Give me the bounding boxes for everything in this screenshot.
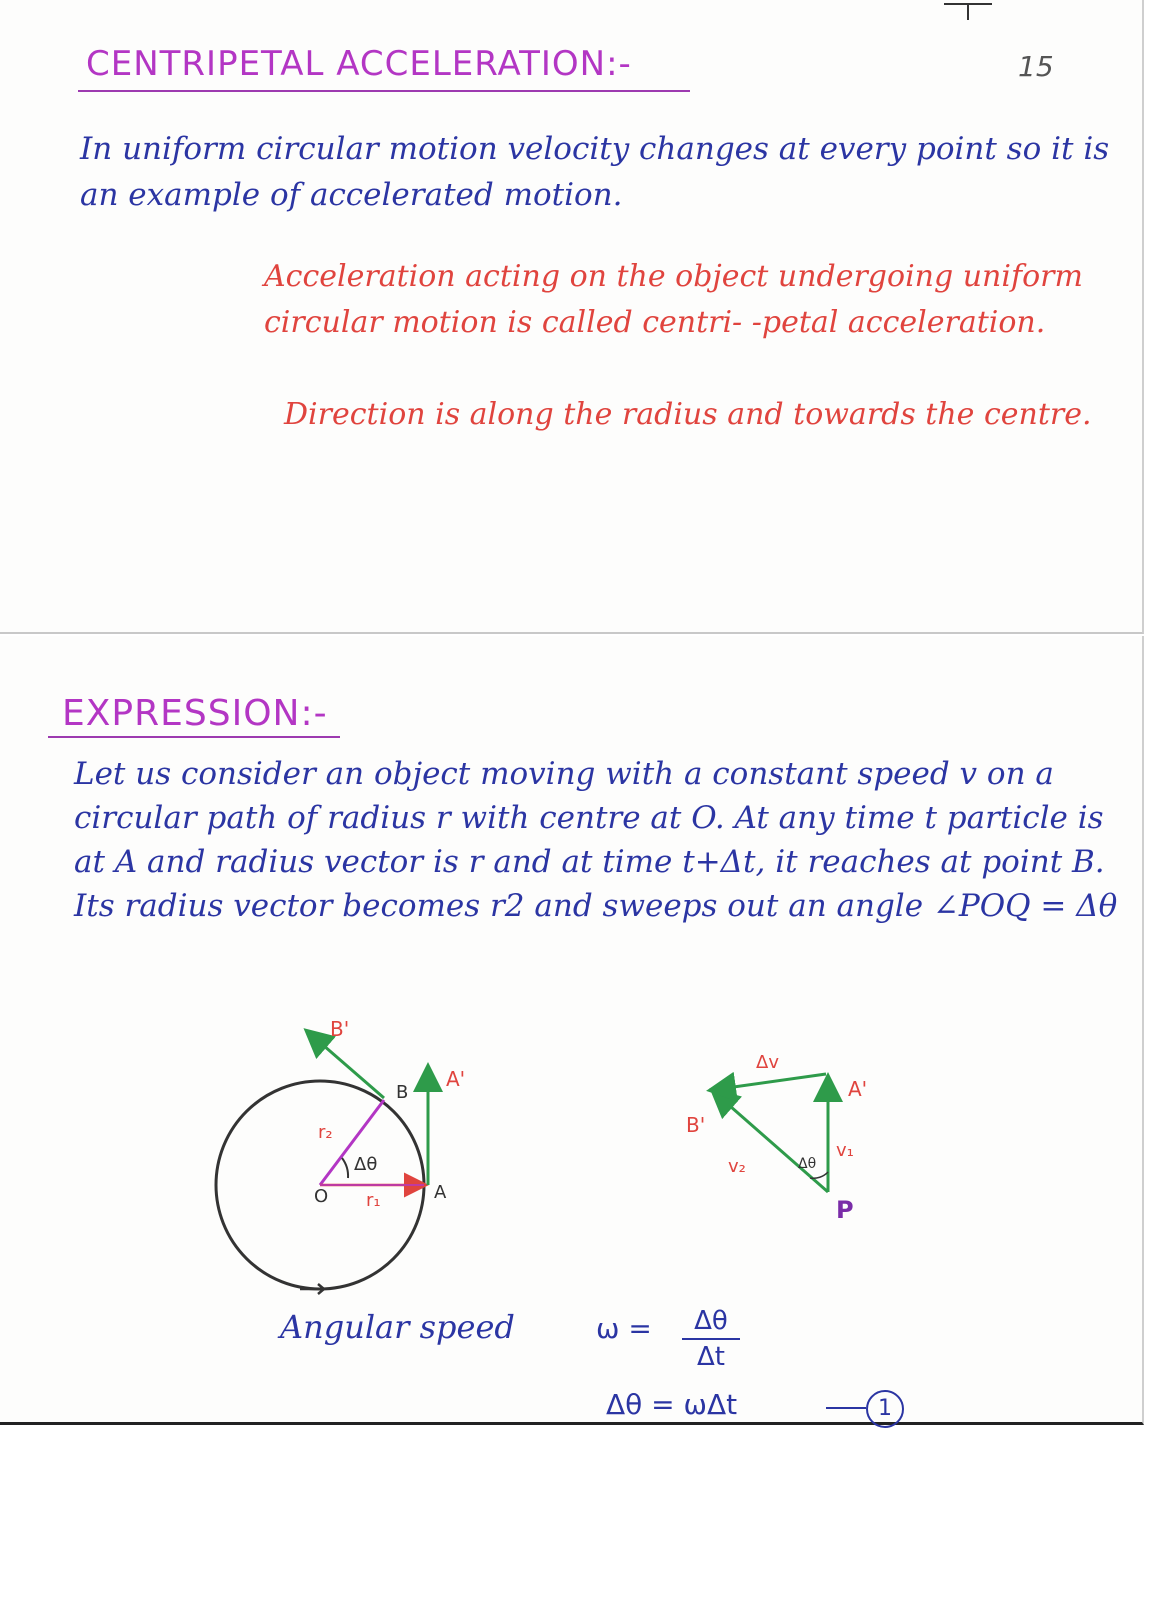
equation-number-leader [826,1407,866,1409]
vector-v2 [714,1092,828,1192]
label-v1: v₁ [836,1140,854,1161]
corner-mark [944,0,992,20]
heading-underline [48,736,340,738]
label-delta-theta: Δθ [354,1154,378,1175]
label-r1: r₁ [366,1190,381,1211]
label-delta-theta: Δθ [798,1156,817,1172]
note-card-1 [0,0,1144,634]
label-a: A [434,1182,447,1203]
intro-paragraph: In uniform circular motion velocity changes at every point so it is an example of accelerated motion. [80,131,1110,213]
label-delta-v: Δv [756,1052,779,1073]
definition-paragraph: Acceleration acting on the object undergoing uniform circular motion is called centri- -petal acceleration. [264,259,1083,340]
equation-1: Δθ = ωΔt [606,1388,738,1421]
angular-speed-label: Angular speed [280,1308,515,1346]
label-b-prime: B' [330,1017,350,1041]
label-r2: r₂ [318,1122,333,1143]
label-o: O [314,1186,329,1207]
heading-underline [78,90,690,92]
note-card-2 [0,636,1144,1425]
velocity-b-prime [308,1032,384,1098]
velocity-triangle-diagram [670,1040,890,1240]
label-a-prime: A' [848,1077,868,1101]
fraction-denominator: Δt [697,1342,725,1372]
direction-arrow [300,1284,324,1294]
label-p: P [836,1196,854,1224]
direction-paragraph: Direction is along the radius and towards the centre. [284,397,1092,432]
expression-paragraph: Let us consider an object moving with a constant speed v on a circular path of radius r with centre at O. At any time t particle is at A and radius vector is r and at time t+Δt, it reaches at point B. Its radius vector becomes r2 and sweeps out an angle ∠POQ = Δθ [74,756,1118,924]
vector-delta-v [712,1074,826,1090]
delta-theta-over-delta-t [682,1306,740,1372]
fraction-numerator: Δθ [682,1306,740,1340]
label-b: B [396,1082,409,1103]
circular-motion-diagram [200,1010,500,1310]
angle-arc [342,1158,348,1178]
label-a-prime: A' [446,1067,466,1091]
section-heading-expression: EXPRESSION:- [62,693,328,734]
page-number: 15 [1018,50,1054,83]
equation-number: 1 [866,1390,904,1428]
label-b-prime: B' [686,1113,706,1137]
omega-lhs: ω = [596,1312,652,1345]
label-v2: v₂ [728,1156,746,1177]
section-heading-centripetal: CENTRIPETAL ACCELERATION:- [86,44,632,84]
